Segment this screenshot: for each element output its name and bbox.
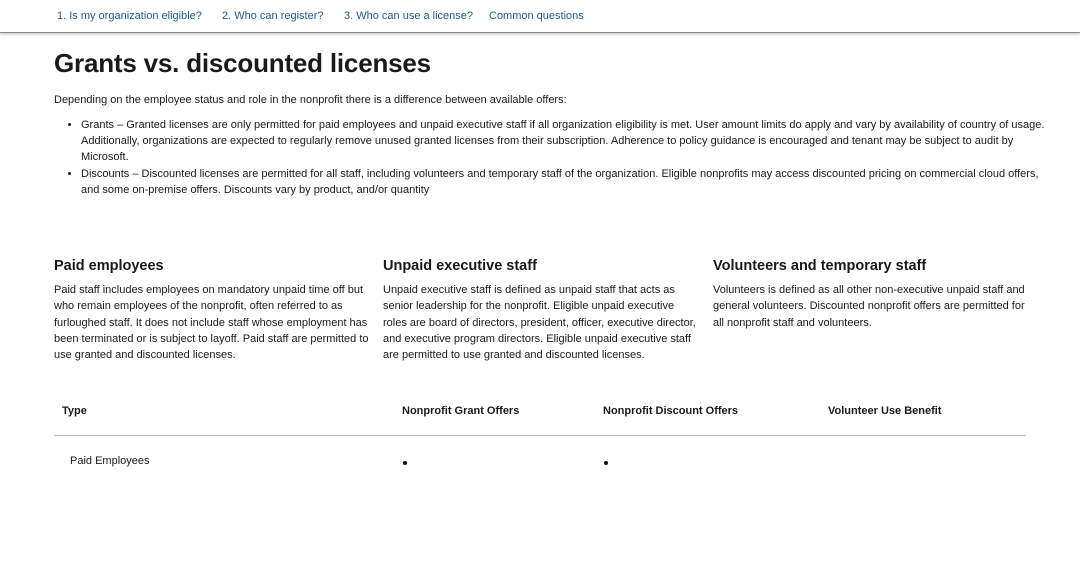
nav-link-questions[interactable]: Common questions — [489, 10, 584, 22]
table-divider — [54, 435, 1026, 436]
column-heading: Unpaid executive staff — [383, 258, 537, 274]
column-heading: Paid employees — [54, 258, 164, 274]
page-title: Grants vs. discounted licenses — [54, 48, 431, 78]
bullet-discounts: • Discounts – Discounted licenses are permitted for all staff, including volunteers and temporary staff of the organization. Eligible nonprofits may access discounted pricing on commercial cloud offers, and some on-premise offers. Discounts vary by product, and/or quantity — [81, 166, 1056, 198]
table-row-type: Paid Employees — [70, 455, 150, 467]
grant-check-dot-icon — [403, 461, 407, 465]
bullet-grants: • Grants – Granted licenses are only permitted for paid employees and unpaid executive staff if all organization eligibility is met. User amount limits do apply and vary by availability of country of usage. Additionally, organizations are expected to regularly remove unused granted licenses from their subscription. Adherence to policy guidance is encouraged and tenant may be subject to audit by Microsoft. — [81, 117, 1056, 166]
column-unpaid-executive — [383, 257, 699, 363]
section-nav — [0, 0, 1080, 33]
table-header-discount: Nonprofit Discount Offers — [603, 405, 739, 417]
column-text: Volunteers is defined as all other non-executive unpaid staff and general volunteers. Discounted nonprofit offers are permitted for all nonprofit staff and volunteers. — [713, 284, 1025, 329]
column-text: Paid staff includes employees on mandatory unpaid time off but who remain employees of the nonprofit, often referred to as furloughed staff. It does not include staff whose employment has been terminated or is subject to layoff. Paid staff are permitted to use granted and discounted licenses. — [54, 284, 369, 362]
table-header-grant: Nonprofit Grant Offers — [402, 405, 520, 417]
column-volunteers — [713, 257, 1029, 331]
column-text: Unpaid executive staff is defined as unpaid staff that acts as senior leadership for the nonprofit. Eligible unpaid executive roles are board of directors, president, officer, executive director, and executive program directors. Eligible unpaid executive staff are permitted to use granted and discounted licenses. — [383, 284, 696, 362]
intro-text: Depending on the employee status and role in the nonprofit there is a difference between available offers: — [54, 94, 567, 106]
nav-link-license[interactable]: 3. Who can use a license? — [344, 10, 474, 22]
column-heading: Volunteers and temporary staff — [713, 258, 927, 274]
nav-link-eligible[interactable]: 1. Is my organization eligible? — [57, 10, 202, 22]
nav-link-register[interactable]: 2. Who can register? — [222, 10, 324, 22]
table-header-volunteer: Volunteer Use Benefit — [828, 405, 942, 417]
table-header-type: Type — [62, 405, 87, 417]
discount-check-dot-icon — [604, 461, 608, 465]
column-paid-employees — [54, 257, 372, 363]
offer-bullet-list — [54, 117, 1056, 198]
